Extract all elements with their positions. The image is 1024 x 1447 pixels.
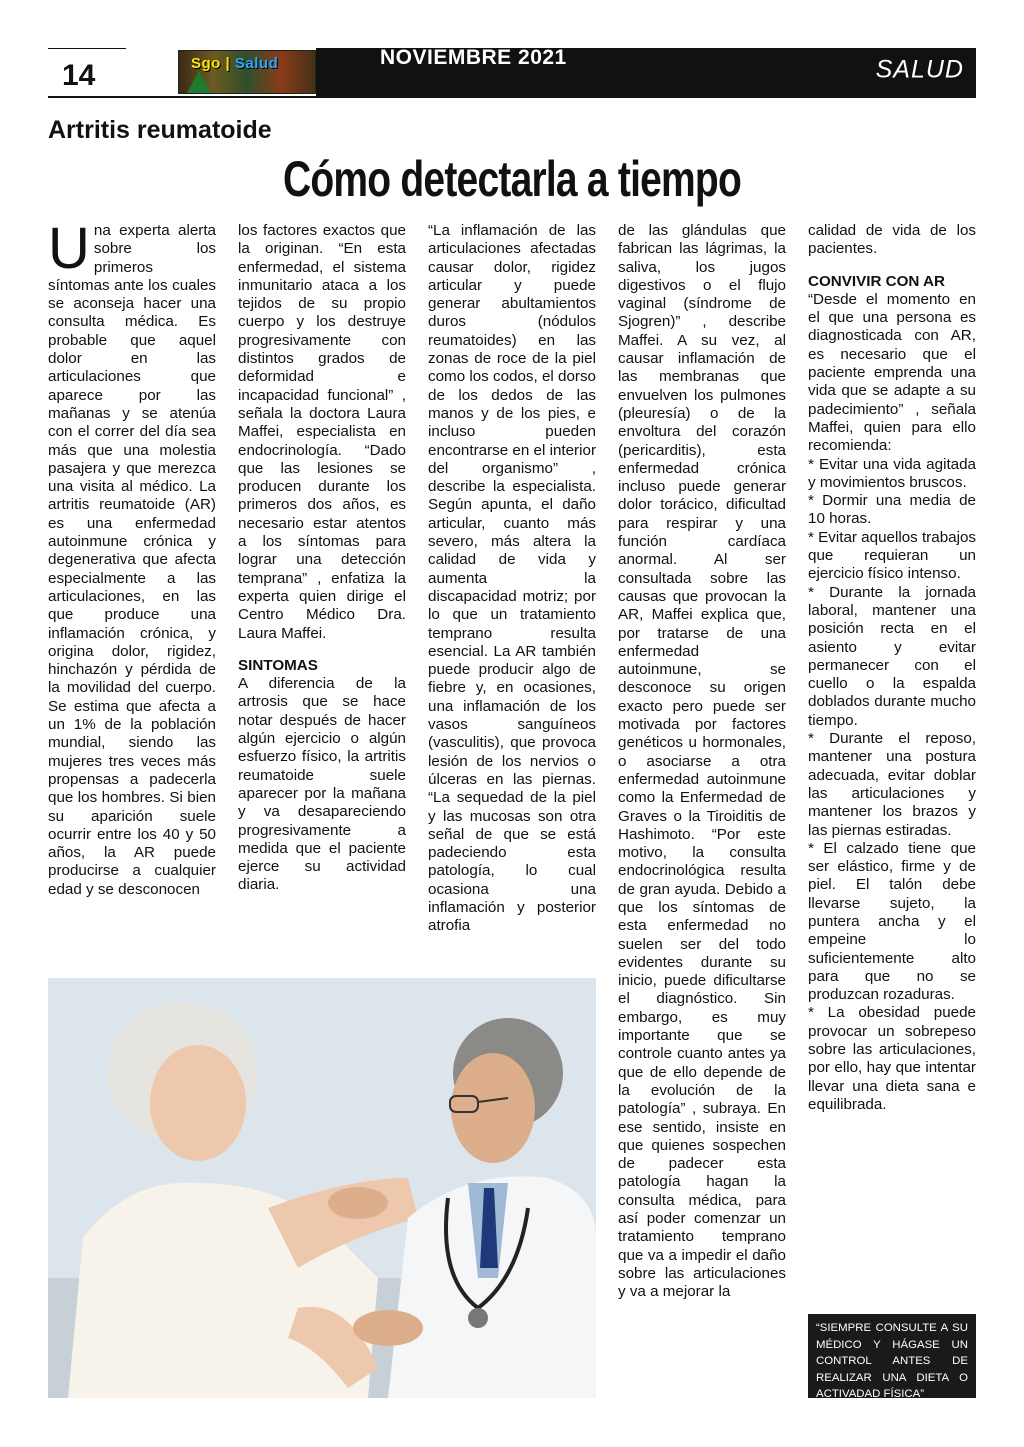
page-number: 14 (48, 48, 126, 96)
column-5-text: calidad de vida de los pacientes. (808, 222, 976, 258)
tip-item: * Dormir una media de 10 horas. (808, 492, 976, 528)
tip-item: * Durante el reposo, mantener una postura adecuada, evitar doblar las articulaciones y mantener los brazos y las piernas estiradas. (808, 730, 976, 839)
subhead-sintomas: SINTOMAS (238, 656, 318, 674)
column-4-text: de las glándulas que fabrican las lágrimas, la saliva, los jugos digestivos o el flujo vaginal (síndrome de Sjogren)” , describe Maffei. A su vez, al causar inflamación de las membranas que envuelven los pulmones (pleuresía) o de la envoltura del corazón (pericarditis), esta enfermedad crónica incluso puede generar dolor torácico, dificultad para respirar y una función cardíaca anormal. Al ser consultada sobre las causas que provocan la AR, Maffei explica que, por tratarse de una enfermedad autoinmune, se desconoce su origen exacto pero puede ser motivada por factores genéticos u hormonales, o asociarse a otra enfermedad autoinmune como la Enfermedad de Graves o la Tiroiditis de Hashimoto. “Por este motivo, la consulta endocrinológica resulta de gran ayuda. Debido a que los síntomas de esta enfermedad no suelen ser del todo evidentes durante su inicio, puede dificultarse el diagnóstico. Sin embargo, es muy importante que se controle cuanto antes ya que de ello depende de la evolución de la patología” , subraya. En ese sentido, insiste en que quienes sospechen de padecer esta patología hagan la consulta médica, para así poder comenzar un tratamiento temprano que va a impedir el daño sobre las articulaciones y va a mejorar la (618, 222, 786, 1301)
logo-text-left: Sgo (191, 55, 221, 72)
tip-item: * El calzado tiene que ser elástico, firme y de piel. El talón debe llevarse sujeto, la puntera ancha y el empeine lo suficientemente alto para que no se produzcan rozaduras. (808, 839, 976, 1004)
drop-cap: U (48, 216, 90, 281)
column-2-text-b: A diferencia de la artrosis que se hace notar después de hacer algún ejercicio o algún esfuerzo físico, la artritis reumatoide suele aparecer por la mañana y va desapareciendo progresivamente a medida que el paciente ejerce su actividad diaria. (238, 675, 406, 894)
publication-logo: Sgo | Salud (178, 50, 316, 94)
column-3-text: “La inflamación de las articulaciones afectadas causar dolor, rigidez articular y puede generar abultamientos duros (nódulos reumatoides) en las zonas de roce de la piel como los codos, el dorso de los dedos de las manos y de los pies, e incluso pueden encontrarse en el interior del organismo” , describe la especialista. Según apunta, el daño articular, cuanto más severo, más altera la calidad de vida y aumenta la discapacidad motriz; por lo que un tratamiento temprano resulta esencial. La AR también puede producir algo de fiebre y, en ocasiones, una inflamación de los vasos sanguíneos (vasculitis), que provoca lesión de los nervios o úlceras en las piernas. “La sequedad de la piel y las mucosas son otra señal de que se está padeciendo esta patología, lo cual ocasiona una inflamación y posterior atrofia (428, 222, 596, 935)
article-kicker: Artritis reumatoide (48, 116, 272, 144)
tip-item: * La obesidad puede provocar un sobrepeso sobre las articulaciones, por ello, hay que intentar llevar una dieta sana e equilibrada. (808, 1004, 976, 1113)
article-column-2 (238, 222, 406, 895)
logo-tree-icon (187, 71, 211, 93)
article-column-4 (618, 222, 786, 1302)
article-photo-doctor-patient (48, 978, 596, 1398)
pull-quote: “SIEMPRE CONSULTE A SU MÉDICO Y HÁGASE UN CONTROL ANTES DE REALIZAR UNA DIETA O ACTIVADAD FÍSICA” (808, 1314, 976, 1398)
article-column-1 (48, 216, 216, 899)
photo-illustration (48, 978, 596, 1398)
article-column-5 (808, 222, 976, 1114)
tip-item: * Evitar una vida agitada y movimientos bruscos. (808, 455, 976, 491)
article-column-3 (428, 222, 596, 936)
subhead-convivir: CONVIVIR CON AR (808, 272, 945, 290)
tip-item: * Evitar aquellos trabajos que requieran un ejercicio físico intenso. (808, 528, 976, 583)
column-1-text: na experta alerta sobre los primeros síntomas ante los cuales se aconseja hacer una consulta médica. Es probable que aquel dolor en las articulaciones que aparece por las mañanas y se atenúa con el correr del día sea más que una molestia pasajera y que merezca una visita al médico. La artritis reumatoide (AR) es una enfermedad autoinmune crónica y degenerativa que afecta especialmente a las articulaciones, en las que produce una inflamación crónica, y origina dolor, rigidez, hinchazón y pérdida de la movilidad del cuerpo. Se estima que afecta a un 1% de la población mundial, siendo las mujeres tres veces más propensas a padecerla que los hombres. Si bien su aparición suele ocurrir entre los 40 y 50 años, la AR puede producirse a cualquier edad y se desconocen (48, 222, 216, 898)
tip-item: * Durante la jornada laboral, mantener una posición recta en el asiento y evitar permanecer con el cuello o la espalda doblados durante mucho tiempo. (808, 583, 976, 729)
issue-date: NOVIEMBRE 2021 (380, 46, 567, 69)
section-name: SALUD (875, 55, 964, 84)
column-2-text: los factores exactos que la originan. “En esta enfermedad, el sistema inmunitario ataca a los tejidos de su propio cuerpo y los destruye progresivamente con distintos grados de deformidad e incapacidad funcional” , señala la doctora Laura Maffei, especialista en endocrinología. “Dado que las lesiones se producen durante los primeros dos años, es necesario estar atentos a los síntomas para lograr una detección temprana” , enfatiza la experta quien dirige el Centro Médico Dra. Laura Maffei. (238, 222, 406, 642)
logo-text-right: Salud (234, 55, 279, 72)
column-5-text-b: “Desde el momento en el que una persona es diagnosticada con AR, es necesario que el paciente emprenda una vida que se adapte a su padecimiento” , señala Maffei, quien para ello recomienda: (808, 290, 976, 455)
article-headline: Cómo detectarla a tiempo (282, 151, 742, 207)
